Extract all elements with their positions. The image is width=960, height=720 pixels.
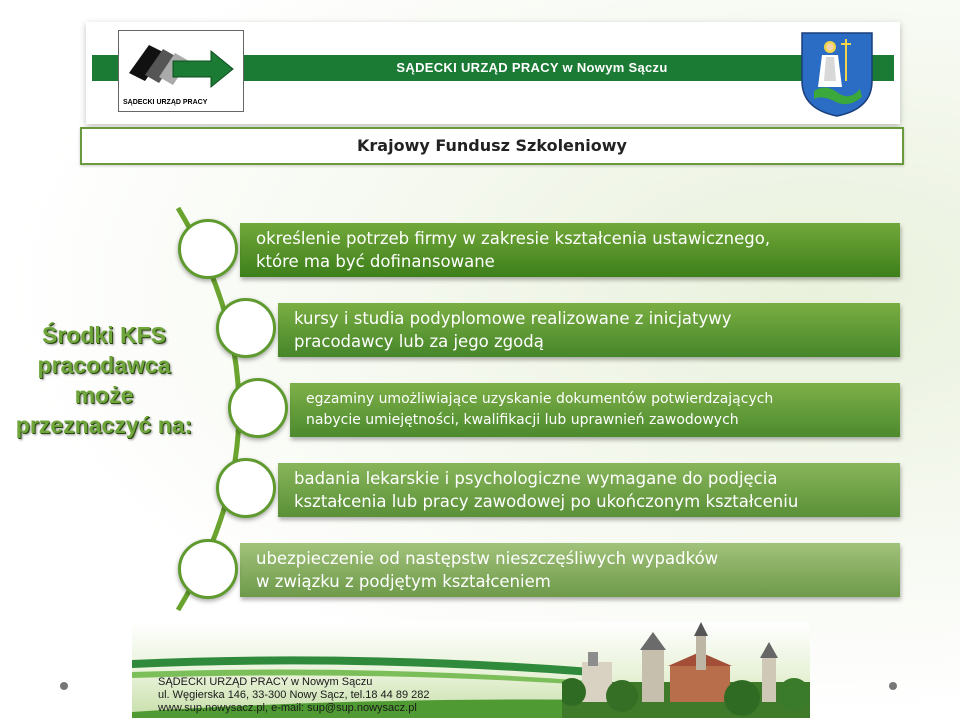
town-panorama-icon	[562, 622, 810, 718]
list-bullet	[178, 219, 238, 279]
item-text-line: egzaminy umożliwiające uzyskanie dokumentów potwierdzających	[306, 391, 774, 407]
footer-banner	[132, 622, 810, 718]
list-item	[278, 303, 900, 357]
prev-slide-dot[interactable]	[60, 682, 68, 690]
office-title: SĄDECKI URZĄD PRACY w Nowym Sączu	[396, 60, 668, 75]
list-item	[290, 383, 900, 437]
list-item	[240, 223, 900, 277]
item-text-line: ubezpieczenie od następstw nieszczęśliwych wypadków	[256, 549, 719, 568]
item-text-line: badania lekarskie i psychologiczne wymagane do podjęcia	[294, 469, 778, 488]
side-heading-line: przeznaczyć na:	[15, 412, 193, 438]
list-bullet	[228, 378, 288, 438]
list-item	[240, 543, 900, 597]
list-bullet	[178, 539, 238, 599]
side-heading-line: może	[74, 382, 134, 408]
item-text-line: pracodawcy lub za jego zgodą	[294, 332, 544, 351]
footer-office-name: SĄDECKI URZĄD PRACY w Nowym Sączu	[158, 676, 373, 688]
side-heading-line: pracodawca	[37, 352, 171, 378]
list-bullet	[216, 458, 276, 518]
footer-address: ul. Węgierska 146, 33-300 Nowy Sącz, tel.18 44 89 282	[158, 689, 430, 701]
page-subtitle: Krajowy Fundusz Szkoleniowy	[357, 136, 627, 155]
item-text-line: kształcenia lub pracy zawodowej po ukończonym kształceniu	[294, 492, 799, 511]
list-bullet	[216, 298, 276, 358]
item-text-line: w związku z podjętym kształceniem	[256, 572, 551, 591]
logo-caption: SĄDECKI URZĄD PRACY	[123, 99, 208, 106]
next-slide-dot[interactable]	[889, 682, 897, 690]
list-item	[278, 463, 900, 517]
item-text-line: kursy i studia podyplomowe realizowane z inicjatywy	[294, 309, 732, 328]
item-text-line: nabycie umiejętności, kwalifikacji lub uprawnień zawodowych	[306, 412, 739, 428]
item-text-line: które ma być dofinansowane	[256, 252, 495, 271]
item-text-line: określenie potrzeb firmy w zakresie kształcenia ustawicznego,	[256, 229, 771, 248]
side-heading-line: Środki KFS	[42, 322, 166, 348]
footer-contact: www.sup.nowysacz.pl, e-mail: sup@sup.nowysacz.pl	[158, 702, 417, 714]
